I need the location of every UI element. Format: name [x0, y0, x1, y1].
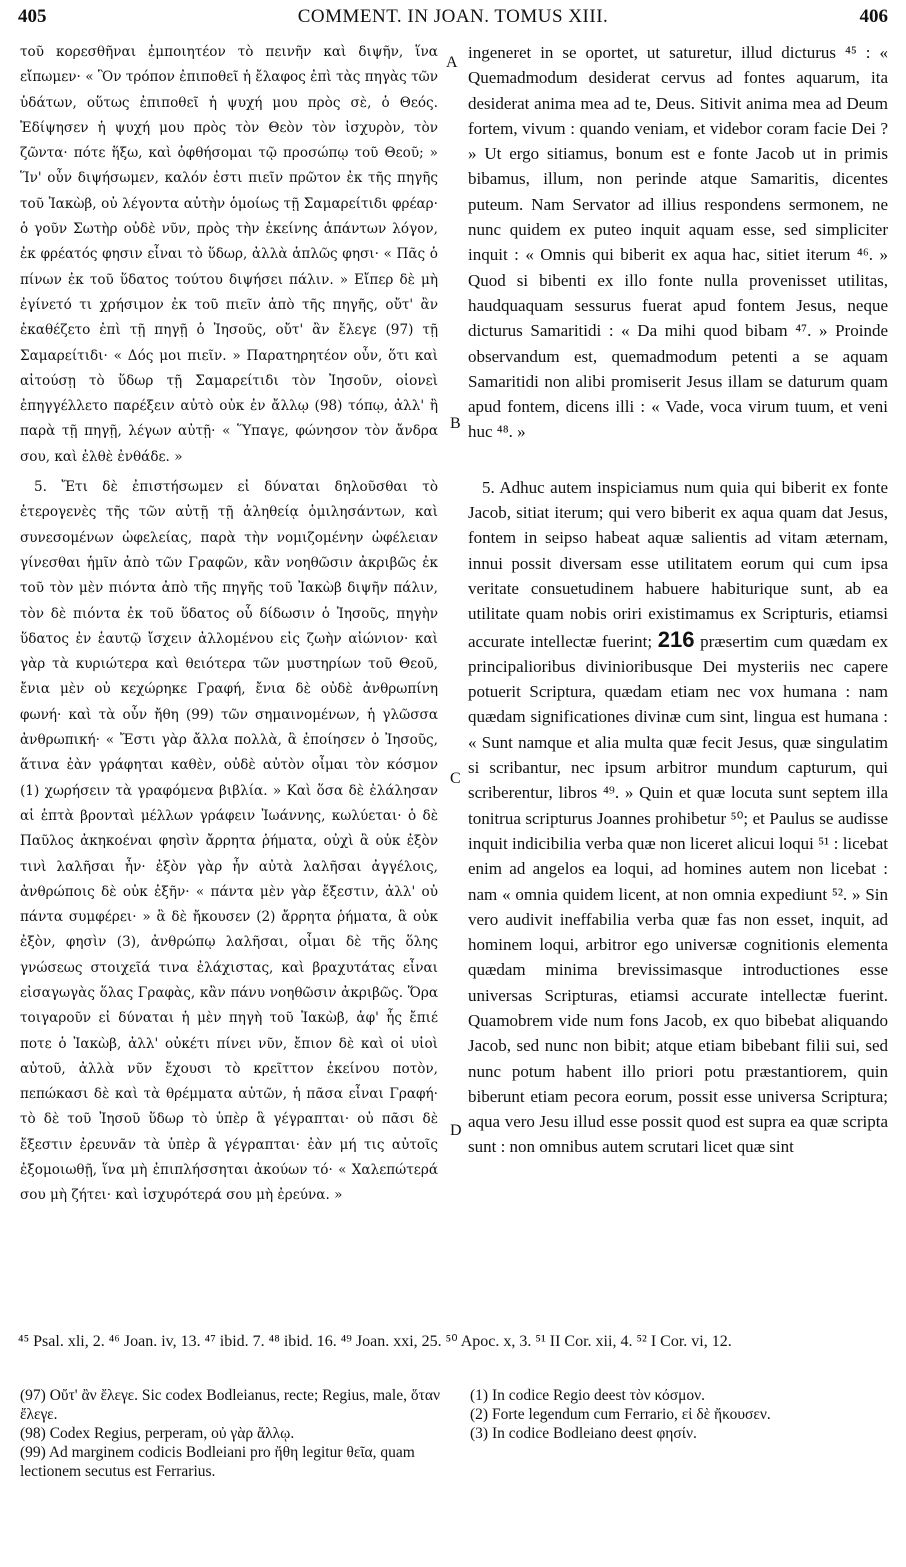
column-number: 216 [657, 626, 695, 652]
margin-letter-b: B [450, 415, 461, 432]
editor-notes-left [20, 1386, 450, 1481]
latin-paragraph-2-part-a: 5. Adhuc autem inspiciamus num quia qui biberit ex fonte Jacob, sitiat iterum; qui vero biberit ex aqua quam dat Jesus, fontem in seipso habeat aquæ salientis ad vitam æternam, innui possit diversam esse utilitatem eorum qui cum ipsa veritate consuetudinem habuere habiturique sunt, ab ea utilitate quam nobis oriri existimamus ex Scripturis, etiamsi accurate intellectæ fuerint; [468, 477, 888, 651]
note-99: (99) Ad marginem codicis Bodleiani pro ἤθη legitur θεῖα, quam lectionem secutus est Ferrarius. [20, 1444, 415, 1480]
margin-letter-d: D [450, 1122, 462, 1139]
greek-paragraph-2: 5. Ἔτι δὲ ἐπιστήσωμεν εἰ δύναται δηλοῦσθαι τὸ ἑτερογενὲς τῆς τῶν αὐτῇ τῇ ἀληθείᾳ ὁμιλησάντων, καὶ συνεσομένων ὠφελείας, παρὰ τὴν νομιζομένην ὠφέλειαν γίνεσθαι ἡμῖν ἀπὸ τῶν Γραφῶν, κἂν νοηθῶσιν ἀκριβῶς ἐκ τοῦ τὸν μὲν πιόντα ἀπὸ τῆς πηγῆς τοῦ Ἰακὼβ διψῆν πάλιν, τὸν δὲ πιόντα ἐκ τοῦ ὕδατος οὗ δίδωσιν ὁ Ἰησοῦς, πηγὴν ὕδατος ἐν ἑαυτῷ ἴσχειν ἀλλομένου εἰς ζωὴν αἰώνιον· καὶ γὰρ τὰ κυριώτερα καὶ θειότερα τῶν μυστηρίων τοῦ Θεοῦ, ἔνια μὲν οὐ κεχώρηκε Γραφή, ἔνια δὲ οὐδὲ ἀνθρωπίνη φωνή· καὶ τὰ οὖν ἤθη (99) τῶν σημαινομένων, ἡ γλῶσσα ἀνθρωπική· « Ἔστι γὰρ ἄλλα πολλὰ, ἃ ἐποίησεν ὁ Ἰησοῦς, ἅτινα ἐὰν γράφηται καθὲν, οὐδὲ αὐτὸν οἶμαι τὸν κόσμον (1) χωρήσειν τὰ γραφόμενα βιβλία. » Καὶ ὅσα δὲ ἐλάλησαν αἱ ἑπτὰ βρονταὶ μέλλων γράφειν Ἰωάννης, κωλύεται· ὁ δὲ Παῦλος ἀκηκοέναι φησὶν ἄρρητα ῥήματα, οὐχὶ ἃ οὐκ ἐξὸν τινὶ λαλῆσαι ἦν· ἐξὸν γὰρ ἦν αὐτὰ λαλῆσαι ἀγγέλοις, ἀνθρώποις δὲ οὐκ ἐξῆν· « πάντα μὲν γὰρ ἔξεστιν, ἀλλ' οὐ πάντα συμφέρει· » ἃ δὲ ἤκουσεν (2) ἄρρητα ῥήματα, ἃ οὐκ ἐξὸν, φησὶν (3), ἀνθρώπῳ λαλῆσαι, οἶμαι δὲ τῆς ὅλης γνώσεως στοιχεῖά τινα ἐλάχιστας, καὶ βραχυτάτας εἶναι εἰσαγωγὰς ὅλας Γραφὰς, κἂν πάνυ νοηθῶσιν ἀκριβῶς. Ὅρα τοιγαροῦν εἰ δύναται ἡ μὲν πηγὴ τοῦ Ἰακὼβ, ἀφ' ἧς ἔπιέ ποτε ὁ Ἰακὼβ, ἀλλ' οὐκέτι πίνει νῦν, ἔπιον δὲ καὶ οἱ υἱοὶ αὐτοῦ, ἀλλὰ νῦν ἔχουσι τὸ κρεῖττον ἐκείνου ποτὸν, πεπώκασι δὲ καὶ τὰ θρέμματα αὐτῶν, ἡ πᾶσα εἶναι Γραφή· τὸ δὲ τοῦ Ἰησοῦ ὕδωρ τὸ ὑπὲρ ἃ γέγραπται· οὐ πᾶσι δὲ ἔξεστιν ἐρευνᾶν τὰ ὑπὲρ ἃ γέγραπται· ἐὰν μή τις αὐτοῖς ἐξομοιωθῇ, ἵνα μὴ ἐπιπλήσσηται ἀκούων τό· « Χαλεπώτερά σου μὴ ζήτει· καὶ ἰσχυρότερά σου μὴ ἐρεύνα. » [20, 479, 438, 1204]
latin-column [468, 40, 888, 1160]
running-title: COMMENT. IN JOAN. TOMUS XIII. [297, 6, 609, 27]
running-header [18, 6, 888, 36]
latin-paragraph-2 [468, 475, 888, 1160]
note-3: (3) In codice Bodleiano deest φησίν. [470, 1425, 697, 1442]
note-1: (1) In codice Regio deest τὸν κόσμον. [470, 1387, 706, 1404]
greek-column [20, 40, 438, 1209]
margin-letter-a: A [446, 54, 458, 71]
margin-letter-c: C [450, 770, 461, 787]
note-97: (97) Οὔτ' ἂν ἔλεγε. Sic codex Bodleianus, recte; Regius, male, ὅταν ἔλεγε. [20, 1387, 440, 1423]
editor-notes-right [470, 1386, 890, 1443]
page-number-left: 405 [18, 6, 47, 27]
page-number-right: 406 [859, 6, 888, 27]
latin-paragraph-1: ingeneret in se oportet, ut saturetur, illud dicturus ⁴⁵ : « Quemadmodum desiderat cervus ad fontes aquarum, ita desiderat anima mea ad te, Deus. Sitivit anima mea ad Deum fortem, vivum : quando veniam, et videbor coram facie Dei ? » Ut ergo sitiamus, bonum est e fonte Jacob ut in primis bibamus, illum, non perinde atque Samaritis, dicentes puteum. Nam Servator ad illius respondens sermonem, ne nunc quidem ex puteo inquit aquam esse, sed simpliciter inquit : « Omnis qui biberit ex aqua hac, sitiet iterum ⁴⁶. » Quod si bibenti ex illo fonte nulla provenisset utilitas, haudquaquam sessurus fuerat apud fontem Jesus, neque dicturus Samaritidi : « Da mihi quod bibam ⁴⁷. » Proinde observandum est, quemadmodum petenti a se aquam Samaritidi non alibi promiserit Jesus illam se daturum quam apud fontem, dicens illi : « Vade, voca virum tuum, et veni huc ⁴⁸. » [468, 43, 888, 442]
note-98: (98) Codex Regius, perperam, οὐ γὰρ ἄλλῳ. [20, 1425, 295, 1442]
note-2: (2) Forte legendum cum Ferrario, εἰ δὲ ἤκουσεν. [470, 1406, 771, 1423]
latin-paragraph-2-part-b: præsertim cum quædam ex principalioribus divinioribusque Dei mysteriis nec capere potuerit Scriptura, quædam etiam nec vox humana : nam quædam significationes divinæ cum sint, lingua est humana : « Sunt namque et alia multa quæ fecit Jesus, quæ singulatim si scribantur, nec ipsum arbitror mundum capturum, qui scriberentur, libros ⁴⁹. » Quin et quæ locuta sunt septem illa tonitrua scripturus Joannes prohibetur ⁵⁰; et Paulus se audisse inquit indicibilia verba quæ non liceret alicui loqui ⁵¹ : licebat enim ad angelos ea loqui, ad homines autem non licebat : nam « omnia quidem licent, at non omnia expediunt ⁵². » Sin vero audivit ineffabilia verba quæ fas non esset, inquit, ad hominem loqui, arbitror ego universæ cognitionis elementa quædam minima brevissimasque introductiones esse universas Scripturas, etiamsi accurate intellectæ fuerint. Quamobrem vide num fons Jacob, ex quo bibebat aliquando Jacob, sed nunc non bibit; atque etiam bibebant filii sui, sed nunc potum habent illo priori potu præstantiorem, quin biberunt etiam pecora eorum, possit esse universa Scriptura; aqua vero Jesu illud esse possit quod est supra ea quæ scripta sunt : non omnibus autem scrutari licet quæ sint [468, 631, 889, 1157]
scripture-footnotes: ⁴⁵ Psal. xli, 2. ⁴⁶ Joan. iv, 13. ⁴⁷ ibid. 7. ⁴⁸ ibid. 16. ⁴⁹ Joan. xxi, 25. ⁵⁰ Apoc. x, 3. ⁵¹ II Cor. xii, 4. ⁵² I Cor. vi, 12. [18, 1333, 732, 1350]
greek-paragraph-1: τοῦ κορεσθῆναι ἐμποιητέον τὸ πεινῆν καὶ διψῆν, ἵνα εἴπωμεν· « Ὃν τρόπον ἐπιποθεῖ ἡ ἔλαφος ἐπὶ τὰς πηγὰς τῶν ὑδάτων, οὕτως ἐπιποθεῖ ἡ ψυχή μου πρὸς σὲ, ὁ Θεός. Ἐδίψησεν ἡ ψυχή μου πρὸς τὸν Θεὸν τὸν ἰσχυρὸν, τὸν ζῶντα· πότε ἥξω, καὶ ὀφθήσομαι τῷ προσώπῳ τοῦ Θεοῦ; » Ἵν' οὖν διψήσωμεν, καλόν ἐστι πιεῖν πρῶτον ἐκ τῆς πηγῆς τοῦ Ἰακὼβ, οὐ λέγοντα αὐτὴν ὁμοίως τῇ Σαμαρείτιδι φρέαρ· ὁ γοῦν Σωτὴρ οὐδὲ νῦν, πρὸς τὴν ἐκείνης ἁπάντων λόγον, ἐκ φρέατός φησιν εἶναι τὸ ὕδωρ, ἀλλὰ ἁπλῶς φησι· « Πᾶς ὁ πίνων ἐκ τοῦ ὕδατος τούτου διψήσει πάλιν. » Εἴπερ δὲ μὴ ἐγίνετό τι χρήσιμον ἐκ τοῦ πιεῖν ἀπὸ τῆς πηγῆς, οὔτ' ἂν ἐκαθέζετο ἐπὶ τῇ πηγῇ ὁ Ἰησοῦς, οὔτ' ἂν ἔλεγε (97) τῇ Σαμαρείτιδι· « Δός μοι πιεῖν. » Παρατηρητέον οὖν, ὅτι καὶ αἰτούσῃ τὸ ὕδωρ τῇ Σαμαρείτιδι τὸν Ἰησοῦν, οἱονεὶ ἐπηγγέλλετο παρέξειν αὐτὸ οὐκ ἐν ἄλλῳ (98) τόπῳ, ἀλλ' ἢ παρὰ τῇ πηγῇ, λέγων αὐτῇ· « Ὕπαγε, φώνησον τὸν ἄνδρα σου, καὶ ἐλθὲ ἐνθάδε. » [20, 44, 438, 465]
